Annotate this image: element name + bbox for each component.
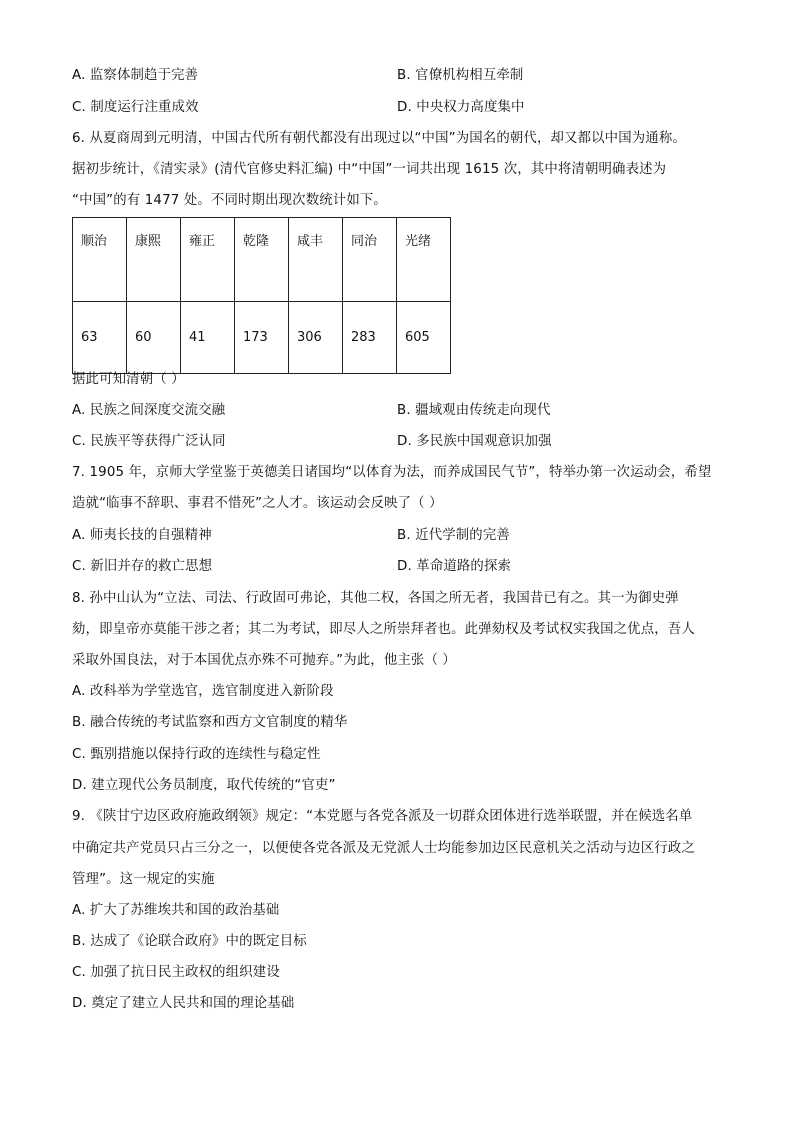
- q9-stem-line-2: 中确定共产党员只占三分之一，以便使各党各派及无党派人士均能参加边区民意机关之活动与边区行政之: [72, 841, 695, 856]
- q6-question: 据此可知清朝（ ）: [72, 372, 185, 387]
- q9-stem-line-3: 管理”。这一规定的实施: [72, 872, 215, 887]
- q5-option-a: A. 监察体制趋于完善: [72, 68, 199, 83]
- q7-stem-line-2: 造就“临事不辞职、事君不惜死”之人才。该运动会反映了（ ）: [72, 496, 443, 511]
- q9-option-d: D. 奠定了建立人民共和国的理论基础: [72, 996, 295, 1011]
- q7-option-d: D. 革命道路的探索: [397, 559, 512, 574]
- q6-table-header: 雍正: [181, 218, 235, 302]
- q6-table-header: 同治: [343, 218, 397, 302]
- q6-data-table: [72, 217, 451, 374]
- q6-table-header: 光绪: [397, 218, 451, 302]
- q7-option-a: A. 师夷长技的自强精神: [72, 528, 212, 543]
- q9-option-c: C. 加强了抗日民主政权的组织建设: [72, 965, 280, 980]
- q7-option-c: C. 新旧并存的救亡思想: [72, 559, 213, 574]
- q8-stem-line-1: 8. 孙中山认为“立法、司法、行政固可弗论，其他二权，各国之所无者，我国昔已有之。其一为御史弹: [72, 591, 679, 606]
- q6-option-d: D. 多民族中国观意识加强: [397, 434, 552, 449]
- q5-option-d: D. 中央权力高度集中: [397, 100, 525, 115]
- q6-table-cell: 60: [127, 302, 181, 374]
- q6-option-c: C. 民族平等获得广泛认同: [72, 434, 226, 449]
- q7-stem-line-1: 7. 1905 年，京师大学堂鉴于英德美日诸国均“以体育为法，而养成国民气节”，特举办第一次运动会，希望: [72, 465, 712, 480]
- q9-stem-line-1: 9. 《陕甘宁边区政府施政纲领》规定：“本党愿与各党各派及一切群众团体进行选举联盟，并在候选名单: [72, 809, 693, 824]
- q8-option-a: A. 改科举为学堂选官，选官制度进入新阶段: [72, 684, 334, 699]
- q8-stem-line-3: 采取外国良法，对于本国优点亦殊不可抛弃。”为此，他主张（ ）: [72, 653, 456, 668]
- q6-table-header: 乾隆: [235, 218, 289, 302]
- q6-table-cell: 283: [343, 302, 397, 374]
- q6-table-cell: 605: [397, 302, 451, 374]
- q6-stem-line-2: 据初步统计，《清实录》(清代官修史料汇编) 中“中国”一词共出现 1615 次，其中将清朝明确表述为: [72, 162, 667, 177]
- q6-table-header: 咸丰: [289, 218, 343, 302]
- q5-option-b: B. 官僚机构相互牵制: [397, 68, 524, 83]
- q6-table-header-row: [73, 218, 451, 302]
- q6-table-cell: 41: [181, 302, 235, 374]
- q9-option-b: B. 达成了《论联合政府》中的既定目标: [72, 934, 307, 949]
- q6-stem-line-3: “中国”的有 1477 处。不同时期出现次数统计如下。: [72, 193, 387, 208]
- q6-option-a: A. 民族之间深度交流交融: [72, 403, 226, 418]
- q9-option-a: A. 扩大了苏维埃共和国的政治基础: [72, 903, 280, 918]
- q6-table-header: 顺治: [73, 218, 127, 302]
- q6-option-b: B. 疆域观由传统走向现代: [397, 403, 551, 418]
- q8-option-c: C. 甄别措施以保持行政的连续性与稳定性: [72, 747, 321, 762]
- q6-table-header: 康熙: [127, 218, 181, 302]
- q6-table-cell: 173: [235, 302, 289, 374]
- q6-table-cell: 306: [289, 302, 343, 374]
- q8-stem-line-2: 劾，即皇帝亦莫能干涉之者；其二为考试，即尽人之所崇拜者也。此弹劾权及考试权实我国之优点，吾人: [72, 622, 695, 637]
- q5-option-c: C. 制度运行注重成效: [72, 100, 199, 115]
- q6-table-value-row: [73, 302, 451, 374]
- q6-table-cell: 63: [73, 302, 127, 374]
- q8-option-d: D. 建立现代公务员制度，取代传统的“官吏”: [72, 778, 336, 793]
- q8-option-b: B. 融合传统的考试监察和西方文官制度的精华: [72, 715, 348, 730]
- q6-stem-line-1: 6. 从夏商周到元明清，中国古代所有朝代都没有出现过以“中国”为国名的朝代，却又都以中国为通称。: [72, 131, 686, 146]
- q7-option-b: B. 近代学制的完善: [397, 528, 510, 543]
